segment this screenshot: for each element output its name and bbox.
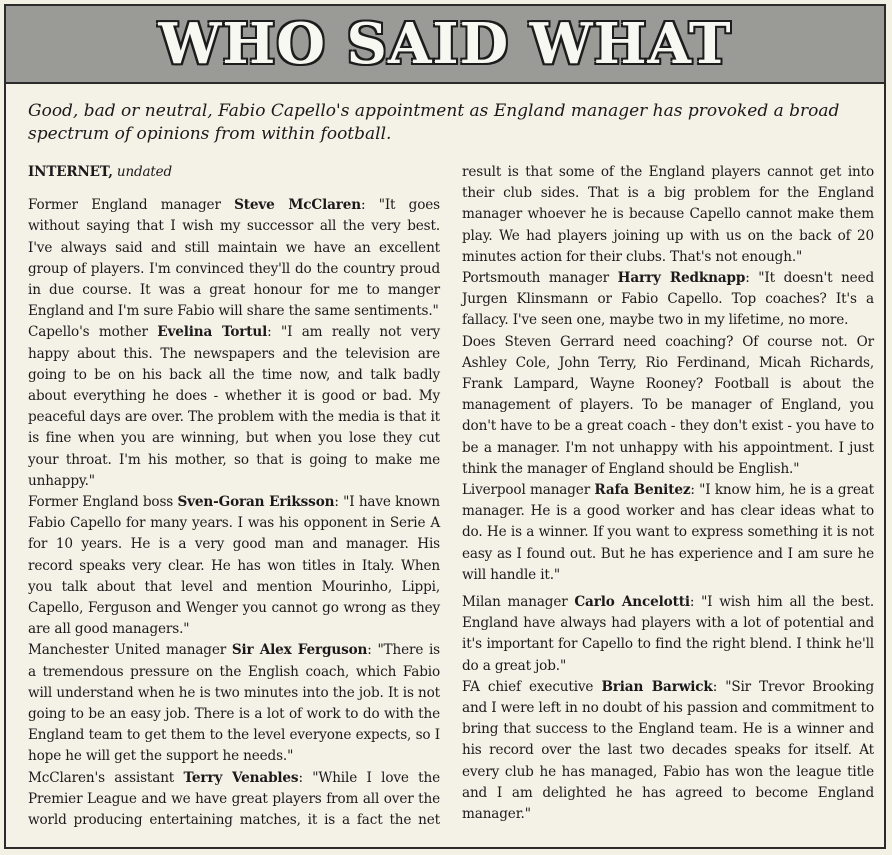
quote-prefix: Capello's mother [28,324,158,341]
dateline-date: undated [116,164,173,180]
quote-speaker: Brian Barwick [601,678,713,695]
quote-prefix: Portsmouth manager [462,270,618,287]
quote-text: : "Sir Trevor Brooking and I were left in no doubt of his passion and commitment to bring that success to the England team. He is a winner and his record over the last two decades speaks for itself. At every club he has managed, Fabio has won the league title and I am delighted he has agreed to become England manager." [462,678,875,823]
quote-tortul [28,322,440,492]
dateline [28,162,440,183]
quote-speaker: Sir Alex Ferguson [231,642,368,659]
dateline-source: INTERNET, [28,164,113,180]
quote-eriksson [28,492,440,640]
quote-barwick [462,677,874,825]
quote-prefix: Milan manager [462,594,575,611]
quote-text: : "It doesn't need Jurgen Klinsmann or Fabio Capello. Top coaches? It's a fallacy. I've seen one, maybe two in my lifetime, no more. [462,270,875,329]
quote-text: : "While I love the Premier League and we have great players from all over the world producing entertaining matches, it is a fact the net result is that some of the England players cannot get into their club sides. That is a big problem for the England manager whoever he is because Capello cannot make them play. We had players joining up with us on the back of 20 minutes action for their clubs. That's not enough." [28,164,874,829]
quote-prefix: Former England boss [28,494,178,511]
quote-prefix: FA chief executive [462,678,602,695]
quote-speaker: Steve McClaren [234,197,361,214]
quote-prefix: Liverpool manager [462,482,595,499]
quote-speaker: Harry Redknapp [617,270,746,287]
quote-text: : "I wish him all the best. England have always had players with a lot of potential and it's important for Capello to find the right blend. I think he'll do a great job." [462,594,875,674]
quote-ancelotti [462,592,874,677]
quote-benitez [462,480,874,586]
quote-text: : "I have known Fabio Capello for many years. I was his opponent in Serie A for 10 years. He is a very good man and manager. His record speaks very clear. He has won titles in Italy. When you talk about that level and mention Mourinho, Lippi, Capello, Ferguson and Wenger you cannot go wrong as they are all good managers." [28,494,440,638]
quote-prefix: Manchester United manager [28,642,232,659]
quote-speaker: Carlo Ancelotti [574,594,690,611]
quote-mcclaren [28,195,440,322]
quote-redknapp [462,268,874,332]
article-body [28,162,874,842]
quote-text: Does Steven Gerrard need coaching? Of course not. Or Ashley Cole, John Terry, Rio Ferdinand, Micah Richards, Frank Lampard, Wayne Rooney? Football is about the management of players. To be manager of England, you don't have to be a great coach - they don't exist - you have to be a manager. I'm not unhappy with his appointment. I just think the manager of England should be English." [462,333,874,477]
quote-text: : "There is a tremendous pressure on the English coach, which Fabio will understand when he is two minutes into the job. It is not going to be an easy job. There is a lot of work to do with the England team to get them to the level everyone expects, so I hope he will get the support he needs." [28,642,440,765]
article-frame [4,4,886,849]
quote-text: : "It goes without saying that I wish my successor all the very best. I've always said and still maintain we have an excellent group of players. I'm convinced they'll do the country proud in due course. It was a great honour for me to manger England and I'm sure Fabio will share the same sentiments." [28,197,440,320]
quote-redknapp-continued [462,332,874,480]
quote-ferguson [28,640,440,767]
quote-text: : "I am really not very happy about this. The newspapers and the television are going to be on his back all the time now, and talk badly about everything he does - whether it is good or bad. My peaceful days are over. The problem with the media is that it is fine when you are winning, but when you lose they cut your throat. I'm his mother, so that is going to make me unhappy." [28,324,440,489]
quote-prefix: McClaren's assistant [28,769,184,786]
quote-speaker: Evelina Tortul [157,324,268,341]
quote-text: : "I know him, he is a great manager. He is a good worker and has clear ideas what to do. He is a winner. If you want to express something it is not easy as I found out. But he has experience and I am sure he will handle it." [462,482,874,583]
quote-speaker: Rafa Benitez [594,482,691,499]
quote-speaker: Terry Venables [183,769,299,786]
headline-banner [6,6,884,84]
quote-prefix: Former England manager [28,197,235,214]
quote-speaker: Sven-Goran Eriksson [177,494,335,511]
headline: WHO SAID WHAT [158,11,732,77]
intro-standfirst: Good, bad or neutral, Fabio Capello's appointment as England manager has provoked a broad spectrum of opinions from within football. [28,101,840,144]
